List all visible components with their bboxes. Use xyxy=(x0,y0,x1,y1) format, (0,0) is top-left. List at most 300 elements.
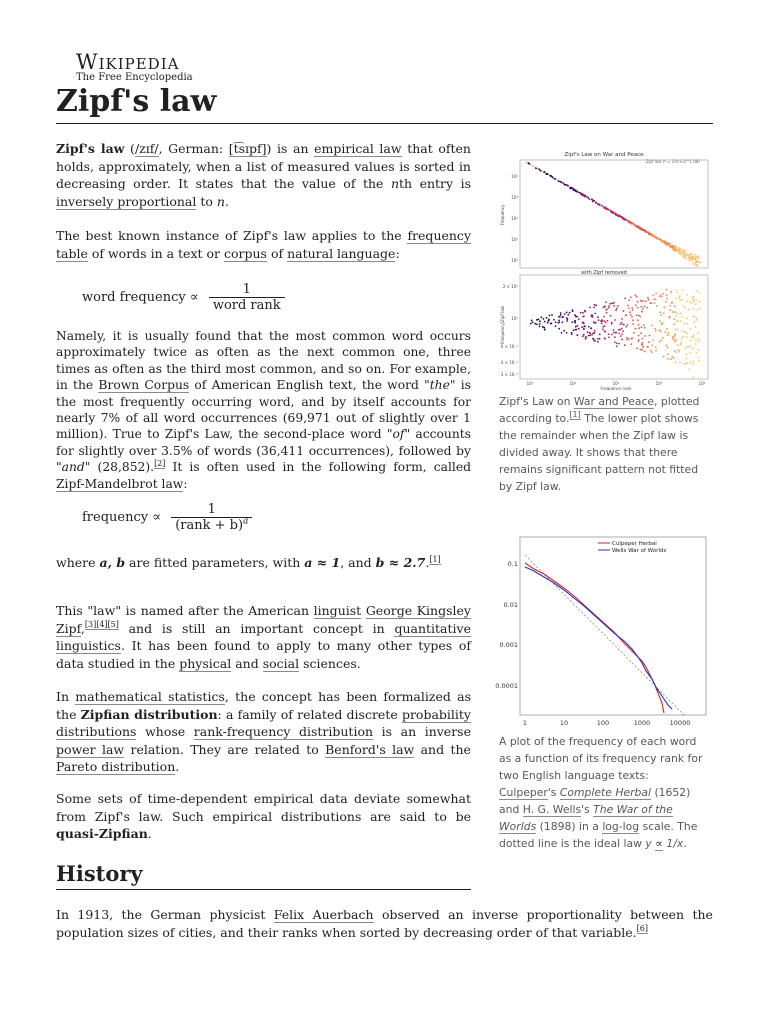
fig1-bottom-point xyxy=(695,299,697,301)
fig1-bottom-point xyxy=(561,317,563,319)
fig1-top-point xyxy=(659,239,661,241)
fig1-bottom-point xyxy=(548,319,550,321)
text: observed an inverse proportionality between the population sizes of cities, and their ranks when sorted by decreasing order of that variable. xyxy=(56,907,713,940)
fig1-bottom-point xyxy=(629,311,631,313)
fig1-bottom-point xyxy=(642,346,644,348)
fig1-bottom-point xyxy=(698,360,700,362)
fig1-bottom-point xyxy=(667,358,669,360)
intro-term: Zipf's law xyxy=(56,141,125,156)
fig1-bottom-point xyxy=(676,352,678,354)
fig1-top-point xyxy=(561,181,563,183)
fig1-bottom-point xyxy=(696,290,698,292)
fig1-bottom-point xyxy=(673,357,675,359)
link-frequency-table[interactable]: frequency table xyxy=(56,228,471,261)
fig1-bottom-point xyxy=(698,357,700,359)
fig1-top-point xyxy=(610,210,612,212)
fig2-ytick: 0.0001 xyxy=(495,682,518,690)
link-george-kingsley-zipf[interactable]: George Kingsley Zipf xyxy=(56,603,471,636)
fig1-top-point xyxy=(689,253,691,255)
fig1-bottom-point xyxy=(652,339,654,341)
fig1-bottom-point xyxy=(589,334,591,336)
fig1-bottom-point xyxy=(687,323,689,325)
fig1-top-point xyxy=(655,236,657,238)
fig1-bottom-point xyxy=(531,320,533,322)
fig1-bottom-point xyxy=(593,307,595,309)
fig1-bottom-point xyxy=(695,326,697,328)
fig1-bottom-point xyxy=(667,347,669,349)
fig1-top-point xyxy=(584,196,586,198)
fig2-ytick: 0.1 xyxy=(507,560,518,568)
link-benfords-law[interactable]: Benford's law xyxy=(325,741,415,757)
text: " accounts for slightly over 3.5% of words (36,411 occurrences), followed by " xyxy=(56,427,471,475)
fig1-bottom-point xyxy=(539,323,541,325)
fig1-bottom-point xyxy=(677,349,679,351)
fig1-bottom-point xyxy=(686,300,688,302)
fig1-bottom-point xyxy=(693,363,695,365)
fig1-bottom-point xyxy=(584,326,586,328)
fig1-bottom-point xyxy=(692,360,694,362)
fig1-top-point xyxy=(614,213,616,215)
fig1-bottom-point xyxy=(608,333,610,335)
fig1-top-point xyxy=(679,250,681,252)
fig1-top-point xyxy=(611,212,613,214)
fig1-top-point xyxy=(694,254,696,256)
fig1-bottom-point xyxy=(604,338,606,340)
fig1-bottom-point xyxy=(580,312,582,314)
ref-2[interactable]: [2] xyxy=(154,459,166,469)
link-felix-auerbach[interactable]: Felix Auerbach xyxy=(273,907,374,922)
fig1-bottom-point xyxy=(582,322,584,324)
link-inversely-proportional[interactable]: inversely proportional xyxy=(56,193,197,209)
fig2-legend-wells: Wells War of Worlds xyxy=(612,548,667,554)
fig1-bottom-point xyxy=(644,327,646,329)
fig1-top-point xyxy=(691,256,693,258)
fig1-top-point xyxy=(646,231,648,233)
text: whose xyxy=(145,724,186,739)
fig1-bottom-point xyxy=(583,316,585,318)
fig1-bottom-point xyxy=(660,339,662,341)
link-physical[interactable]: physical xyxy=(179,655,232,671)
fig1-bottom-point xyxy=(638,324,640,326)
fig1-bottom-point xyxy=(594,330,596,332)
fig1-top-point xyxy=(627,220,629,222)
fig1-bottom-point xyxy=(673,318,675,320)
fig1-bottom-point xyxy=(653,299,655,301)
fig1-bottom-point xyxy=(608,336,610,338)
para-named-after: This "law" is named after the American linguist George Kingsley Zipf,[3][4][5] and is still an important concept in quantitative linguistics. It has been found to apply to many other types of data studied in the physical and social sciences. xyxy=(56,603,471,671)
fig1-bottom-point xyxy=(563,330,565,332)
fig1-top-title: Zipf's Law on War and Peace xyxy=(564,152,644,158)
fig1-bottom-point xyxy=(624,298,626,300)
fig1-bottom-point xyxy=(594,304,596,306)
fig1-bottom-point xyxy=(558,328,560,330)
text: b ≈ 2.7 xyxy=(375,555,426,570)
fig1-top-point xyxy=(665,241,667,243)
fig1-top-point xyxy=(631,222,633,224)
text: This "law" is named after the American xyxy=(56,603,310,618)
text: Zipf's Law on xyxy=(499,395,571,408)
fig1-bottom-point xyxy=(696,309,698,311)
fig1-bottom-point xyxy=(603,320,605,322)
fig1-top-point xyxy=(634,224,636,226)
fig1-bottom-point xyxy=(603,307,605,309)
fig1-top-point xyxy=(589,198,591,200)
fig1-bottom-point xyxy=(642,308,644,310)
fig1-bottom-point xyxy=(650,302,652,304)
link-power-law[interactable]: power law xyxy=(56,741,125,757)
fig1-bottom-point xyxy=(614,336,616,338)
fig1-bottom-point xyxy=(597,316,599,318)
fig1-bottom-point xyxy=(688,309,690,311)
fig1-bottom-point xyxy=(675,290,677,292)
fig1-bottom-point xyxy=(595,305,597,307)
fig1-bottom-point xyxy=(649,335,651,337)
fig1-bottom-point xyxy=(647,297,649,299)
fig1-bottom-point xyxy=(561,332,563,334)
fig1-bottom-point xyxy=(685,358,687,360)
fig1-xlabel: Frequency rank xyxy=(600,386,632,390)
link-corpus[interactable]: corpus xyxy=(223,245,267,261)
text: of American English text, the word " xyxy=(194,378,430,393)
fig1-bottom-point xyxy=(644,351,646,353)
quasi-zipfian-term: quasi-Zipfian xyxy=(56,826,148,841)
formula2-denominator xyxy=(171,518,252,533)
fig1-bottom-point xyxy=(659,320,661,322)
fig1-bottom-point xyxy=(588,326,590,328)
text: ) is an xyxy=(266,141,309,156)
fig1-top-point xyxy=(595,202,597,204)
link-probability-distributions[interactable]: probability distributions xyxy=(56,706,471,739)
fig1-bottom-point xyxy=(690,340,692,342)
zipfian-distribution-term: Zipfian distribution xyxy=(80,706,218,722)
formula-denominator: word rank xyxy=(212,298,281,313)
formula-zipf-mandelbrot xyxy=(82,502,252,533)
fig1-ytick: 10² xyxy=(511,216,518,221)
fig1-top-point xyxy=(694,257,696,259)
fig1-bottom-point xyxy=(687,333,689,335)
text: . xyxy=(683,837,687,850)
fig1-bottom-point xyxy=(564,313,566,315)
formula-fraction xyxy=(209,282,285,313)
fig1-top-point xyxy=(540,170,542,172)
link-quantitative-linguistics[interactable]: quantitative linguistics xyxy=(56,620,471,653)
fig1-bottom-point xyxy=(623,310,625,312)
fig1-bottom-point xyxy=(651,344,653,346)
fig1-bottom-point xyxy=(578,318,580,320)
fig1-bottom-point xyxy=(664,331,666,333)
fig1-bottom-point xyxy=(675,361,677,363)
ref-1[interactable]: [1] xyxy=(429,554,441,564)
fig1-bottom-point xyxy=(614,341,616,343)
fig1-bottom-point xyxy=(692,348,694,350)
fig1-top-point xyxy=(618,215,620,217)
fig1-bottom-point xyxy=(589,332,591,334)
fig1-bottom-point xyxy=(676,328,678,330)
fig1-top-point xyxy=(642,229,644,231)
intro-paragraph: Zipf's law (/zɪf/, German: [t͡sɪpf]) is an empirical law that often holds, approximately, when a list of measured values is sorted in decreasing order. It states that the value of the nth entry is inversely proportional to n. xyxy=(56,141,471,209)
fig1-top-point xyxy=(662,241,664,243)
fig1-bottom-point xyxy=(698,291,700,293)
fig1-bottom-point xyxy=(628,299,630,301)
text: : xyxy=(183,476,188,491)
fig1-ytick2: 4 × 10⁻¹ xyxy=(500,360,518,365)
fig1-bottom-point xyxy=(555,325,557,327)
text: : xyxy=(395,245,400,261)
fig1-bottom-point xyxy=(610,303,612,305)
fig2-xtick: 100 xyxy=(596,719,610,727)
fig1-top-point xyxy=(563,182,565,184)
fig1-bottom-point xyxy=(638,315,640,317)
fig1-bottom-point xyxy=(558,322,560,324)
link-complete-herbal[interactable] xyxy=(560,786,651,800)
fig1-bottom-point xyxy=(686,354,688,356)
figure2-caption xyxy=(499,733,704,852)
fig1-top-point xyxy=(693,264,695,266)
fig1-bottom-point xyxy=(645,300,647,302)
fig1-bottom-point xyxy=(635,328,637,330)
ref-6[interactable]: [6] xyxy=(636,924,648,934)
fig1-legend: Zipf law (f = 1/(r+2)^1.08) xyxy=(645,159,700,164)
fig1-bottom-point xyxy=(636,314,638,316)
fig1-bottom-point xyxy=(692,297,694,299)
fig1-bottom-point xyxy=(621,322,623,324)
link-war-and-peace[interactable]: War and Peace xyxy=(573,395,655,408)
fig1-bottom-point xyxy=(695,319,697,321)
text: n xyxy=(216,193,225,209)
fig1-bottom-point xyxy=(640,306,642,308)
fig1-bottom-point xyxy=(661,296,663,298)
fig1-bottom-point xyxy=(592,332,594,334)
link-mathematical-statistics[interactable]: mathematical statistics xyxy=(75,689,225,704)
fig1-bottom-point xyxy=(635,304,637,306)
fig1-bottom-point xyxy=(574,322,576,324)
fig1-bottom-point xyxy=(683,363,685,365)
fig1-bottom-point xyxy=(682,336,684,338)
text: " is the most frequently occurring word, and by itself accounts for nearly 7% of all word occurrences (69,971 out of slightly over 1 million). True to Zipf's Law, the second-place word " xyxy=(56,378,471,442)
fig1-bottom-point xyxy=(638,339,640,341)
fig1-bottom-point xyxy=(656,305,658,307)
fig1-bottom-point xyxy=(604,325,606,327)
link-linguist[interactable]: linguist xyxy=(313,603,362,618)
fig1-bottom-point xyxy=(637,307,639,309)
link-hg-wells[interactable]: H. G. Wells xyxy=(522,803,582,816)
fig1-xtick: 10⁰ xyxy=(526,381,534,386)
fig1-bottom-point xyxy=(625,314,627,316)
fig1-bottom-point xyxy=(582,335,584,337)
fig1-top-point xyxy=(597,203,599,205)
fig1-bottom-point xyxy=(627,305,629,307)
fig1-bottom-point xyxy=(654,328,656,330)
fig1-bottom-point xyxy=(607,320,609,322)
link-empirical-law[interactable]: empirical law xyxy=(314,141,402,156)
fig1-bottom-point xyxy=(544,329,546,331)
fig1-bottom-point xyxy=(583,328,585,330)
fig1-bottom-point xyxy=(641,349,643,351)
fig1-bottom-point xyxy=(675,329,677,331)
fig1-bottom-point xyxy=(573,330,575,332)
ipa-english-link[interactable]: /zɪf/ xyxy=(134,141,159,156)
fig2-xtick: 1 xyxy=(522,719,528,727)
fig1-xtick: 10⁴ xyxy=(698,381,706,386)
fig1-bottom-point xyxy=(686,336,688,338)
fig1-top-point xyxy=(688,257,690,259)
fig1-bottom-point xyxy=(643,324,645,326)
fig1-bottom-point xyxy=(627,324,629,326)
fig1-bottom-point xyxy=(665,301,667,303)
fig1-bottom-point xyxy=(616,308,618,310)
fig1-bottom-point xyxy=(646,307,648,309)
fig1-bottom-point xyxy=(536,319,538,321)
fig1-bottom-point xyxy=(603,316,605,318)
title-divider xyxy=(56,123,713,124)
link-log-log[interactable]: log-log xyxy=(602,820,640,833)
text: Namely, it is usually found that the most common word occurs approximately twice as often as the next common one, three times as often as the third most common, and so on. For example, in the xyxy=(56,329,471,393)
text: . xyxy=(175,759,180,774)
fig1-ytick2: 2 × 10⁰ xyxy=(502,284,518,289)
fig1-top-point xyxy=(554,178,556,180)
fig1-bottom-point xyxy=(608,305,610,307)
text: relation. They are related to xyxy=(130,741,319,757)
fig1-top-point xyxy=(682,251,684,253)
fig1-bottom-point xyxy=(659,311,661,313)
fig1-top-point xyxy=(580,192,582,194)
fig1-top-point xyxy=(637,226,639,228)
text: 's xyxy=(547,786,557,799)
fig1-bottom-point xyxy=(639,316,641,318)
fig1-ytick: 10¹ xyxy=(511,237,518,242)
fig1-bottom-point xyxy=(633,332,635,334)
fig1-bottom-point xyxy=(693,308,695,310)
fig1-bottom-point xyxy=(597,341,599,343)
fig1-top-point xyxy=(685,254,687,256)
fig1-bottom-point xyxy=(562,321,564,323)
fig1-bottom-point xyxy=(566,320,568,322)
fig1-bottom-point xyxy=(558,320,560,322)
text: th entry is xyxy=(399,176,471,191)
link-pareto-distribution[interactable]: Pareto distribution xyxy=(56,759,176,774)
fig1-bottom-point xyxy=(611,323,613,325)
fig1-bottom-point xyxy=(616,345,618,347)
fig1-bottom-point xyxy=(644,335,646,337)
fig1-bottom-point xyxy=(674,305,676,307)
fig1-top-point xyxy=(586,196,588,198)
fig1-bottom-point xyxy=(571,333,573,335)
fig1-bottom-point xyxy=(695,303,697,305)
wikipedia-logo[interactable]: Wikipedia xyxy=(76,50,180,74)
fig1-bottom-point xyxy=(679,295,681,297)
text: . It has been found to apply to many other types of data studied in the xyxy=(56,638,471,671)
fig1-top-point xyxy=(672,245,674,247)
link-proportional[interactable]: ∝ xyxy=(655,837,663,850)
fig1-bottom-point xyxy=(672,311,674,313)
fig1-bottom-point xyxy=(684,348,686,350)
text: of xyxy=(270,245,284,261)
text: and the xyxy=(420,741,471,757)
fig1-top-point xyxy=(679,252,681,254)
text: , plotted according to. xyxy=(499,395,700,425)
fig1-bottom-point xyxy=(628,338,630,340)
fig1-bottom-point xyxy=(693,316,695,318)
fig1-bottom-point xyxy=(662,322,664,324)
fig1-top-point xyxy=(688,260,690,262)
fig1-bottom-point xyxy=(689,301,691,303)
link-rank-frequency[interactable]: rank-frequency distribution xyxy=(193,724,374,739)
fig1-top-point xyxy=(685,258,687,260)
fig1-top-point xyxy=(570,187,572,189)
fig1-bottom-point xyxy=(611,334,613,336)
link-culpeper[interactable]: Culpeper xyxy=(499,786,548,799)
fig1-bottom-point xyxy=(652,294,654,296)
fig1-bottom-point xyxy=(610,315,612,317)
text: The best known instance of Zipf's law applies to the xyxy=(56,228,402,243)
fig1-top-point xyxy=(683,251,685,253)
fig1-bottom-point xyxy=(549,315,551,317)
fig1-bottom-point xyxy=(630,314,632,316)
ipa-german-link[interactable]: [t͡sɪpf] xyxy=(228,141,267,156)
fig1-bottom-point xyxy=(659,341,661,343)
fig1-bottom-point xyxy=(590,328,592,330)
link-natural-language[interactable]: natural language xyxy=(287,245,396,261)
culpeper-wells-figure[interactable] xyxy=(494,533,710,730)
fig1-bottom-point xyxy=(667,353,669,355)
fig1-bottom-point xyxy=(641,338,643,340)
fig1-bottom-point xyxy=(694,321,696,323)
text: In 1913, the German physicist xyxy=(56,907,266,922)
fig1-bottom-point xyxy=(577,325,579,327)
fig1-bottom-point xyxy=(674,323,676,325)
fig1-bottom-point xyxy=(669,309,671,311)
fig1-top-point xyxy=(672,249,674,251)
fig1-bottom-point xyxy=(534,323,536,325)
fig1-bottom-point xyxy=(640,332,642,334)
war-and-peace-figure[interactable] xyxy=(496,145,712,390)
fig1-top-point xyxy=(671,247,673,249)
fig1-bottom-point xyxy=(668,317,670,319)
fig1-ref-1[interactable]: [1] xyxy=(569,410,581,420)
refs-3-4-5[interactable]: [3][4][5] xyxy=(84,620,119,630)
fig1-xtick: 10³ xyxy=(655,381,663,386)
fig1-bottom-point xyxy=(637,319,639,321)
fig1-bottom-point xyxy=(608,307,610,309)
fig1-bottom-point xyxy=(675,339,677,341)
fig1-bottom-point xyxy=(626,337,628,339)
fig1-bottom-point xyxy=(686,318,688,320)
fig1-top-point xyxy=(664,242,666,244)
text: is an inverse xyxy=(381,724,471,739)
text: : a family of related discrete xyxy=(217,706,398,722)
link-zipf-mandelbrot[interactable]: Zipf-Mandelbrot law xyxy=(56,476,184,491)
fig1-bottom-point xyxy=(690,345,692,347)
link-social[interactable]: social xyxy=(262,655,300,671)
text: of words in a text or xyxy=(91,245,220,261)
fig1-bottom-point xyxy=(660,314,662,316)
history-divider xyxy=(56,889,471,890)
fig1-top-point xyxy=(698,257,700,259)
link-brown-corpus[interactable]: Brown Corpus xyxy=(98,378,190,393)
fig1-bottom-point xyxy=(605,301,607,303)
fig1-bottom-point xyxy=(692,335,694,337)
text: Some sets of time-dependent empirical data deviate somewhat from Zipf's law. Such empirical distributions are said to be xyxy=(56,791,471,824)
fig1-bottom-point xyxy=(558,316,560,318)
ipa-lang-label: German: xyxy=(168,141,224,156)
text: The lower plot shows the remainder when the Zipf law is divided away. It shows that there remains significant pattern not fitted by Zipf law. xyxy=(499,412,699,493)
fig1-bottom-point xyxy=(593,338,595,340)
fig1-bottom-point xyxy=(604,305,606,307)
text: (rank + b) xyxy=(175,518,244,533)
fig1-bottom-point xyxy=(606,312,608,314)
fig1-bottom-point xyxy=(644,306,646,308)
fig1-bottom-point xyxy=(571,321,573,323)
